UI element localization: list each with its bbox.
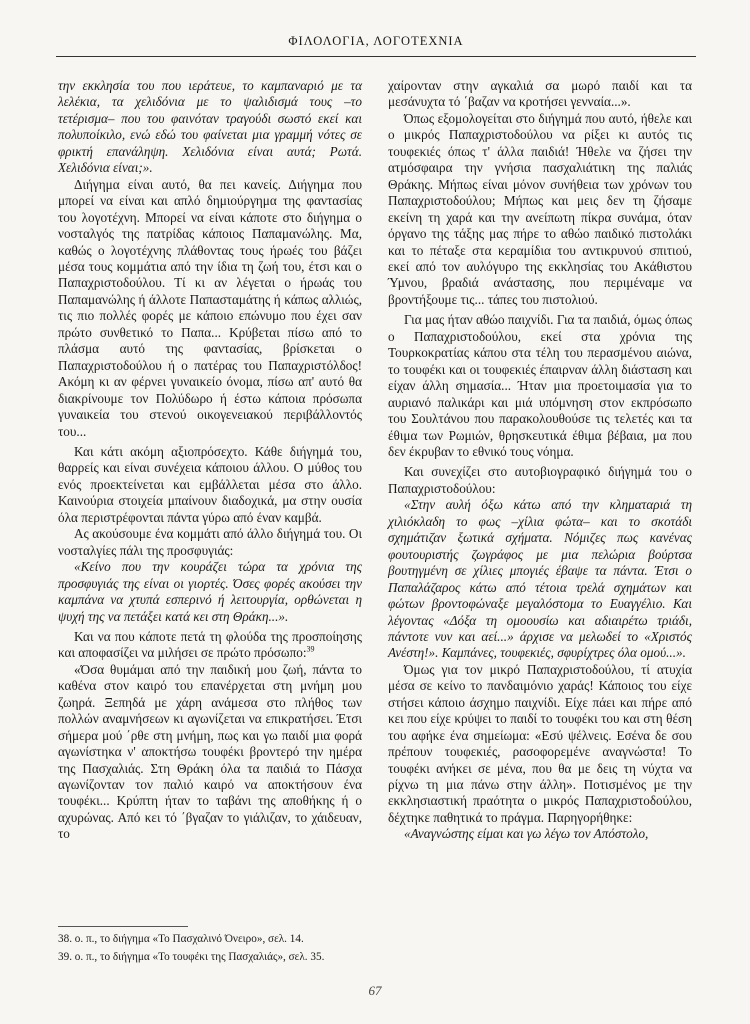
paragraph-text: την εκκλησία του που ιεράτευε, το καμπαναριό με τα λελέκια, τα χελιδόνια με το ψαλιδισμά τους –το τετέρισμα– που του φαινόταν τραγούδι σωστό εκεί και πολυποίκιλο, ενώ εδώ του φαίνεται μια γραμμή νότες σε φρικτή επανάληψη. Χελιδόνια είναι αυτά; Ρωτά. Χελιδόνια είναι;». xyxy=(58,78,362,176)
paragraph-text: Και να που κάποτε πετά τη φλούδα της προσποίησης και αποφασίζει να μιλήσει σε πρώτο πρόσωπο: xyxy=(58,628,362,661)
paragraph xyxy=(388,662,692,827)
paragraph xyxy=(58,444,362,526)
paragraph xyxy=(58,559,362,625)
running-header: ΦΙΛΟΛΟΓΙΑ, ΛΟΓΟΤΕΧΝΙΑ xyxy=(288,34,464,48)
paragraph xyxy=(388,826,692,842)
paragraph-text: Και συνεχίζει στο αυτοβιογραφικό διήγημά του ο Παπαχριστοδούλου: xyxy=(388,464,692,496)
footnote-39: 39. ο. π., το διήγημα «Το τουφέκι της Πασχαλιάς», σελ. 35. xyxy=(58,951,325,963)
paragraph xyxy=(58,526,362,559)
paragraph xyxy=(58,662,362,843)
paragraph-text: «Αναγνώστης είμαι και γω λέγω τον Απόστολο, xyxy=(404,826,649,842)
footnote-38: 38. ο. π., το διήγημα «Το Πασχαλινό Όνειρο», σελ. 14. xyxy=(58,933,304,945)
paragraph-text: Για μας ήταν αθώο παιχνίδι. Για τα παιδιά, όμως όπως ο Παπαχριστοδούλου, εκεί στα χρόνια της Τουρκοκρατίας κάπου στα τέλη του περασμένου αιώνα, το τουφέκι και οι τουφεκιές έπαιρναν άλλη διάσταση και είχαν άλλη σημασία... Ήταν μια προετοιμασία για το αυριανό παλικάρι και μιά υπόμνηση στον εκπρόσωπο του Σουλτάνου που παρακολουθούσε τις τελετές και τα έθιμα των Ρωμιών, θρησκευτικά έθιμα βέβαια, μα που δεν έκρυβαν το εθνικό τους νόημα. xyxy=(388,312,692,459)
paragraph xyxy=(58,629,362,662)
paragraph xyxy=(388,111,692,308)
header-rule xyxy=(56,56,696,57)
paragraph xyxy=(388,464,692,497)
paragraph xyxy=(388,312,692,460)
paragraph-text: «Στην αυλή όξω κάτω από την κληματαριά τη χιλιόκλαδη το φως –χίλια φώτα– και το σκοτάδι σχημάτιζαν ξωτικά σχήματα. Νόμιζες πως κανένας φουτουριστής ζωγράφος με μια πελώρια βούρτσα βουτηγμένη σε χίλιες μπογιές έβαψε τα πάντα. Έτσι ο Παπαλάζαρος κάτω από τέτοια τρελά σχημάτων και φώτων βροντοφώναξε μεγαλόστομα το Ευαγγέλιο. Και λέγοντας «Δόξα τη ομοουσίω και αδιαιρέτω τριάδι, πάντοτε νυν και αεί...» άρχισε να μελωδεί το «Χριστός Ανέστη!». Καμπάνες, τουφεκιές, σφυρίχτρες όλα ομού...». xyxy=(388,497,692,661)
paragraph-text: Διήγημα είναι αυτό, θα πει κανείς. Διήγημα που μπορεί να είναι και απλό δημιούργημα της φαντασίας του λογοτέχνη. Μπορεί να είναι κάποτε στο διήγημα ο νοσταλγός της πατρίδας κάποιος Παπαμανώλης. Μα, καθώς ο λογοτέχνης πλάθοντας τους ήρωές του βάζει μέσα τους κομμάτια από την ίδια τη ζωή του, έτσι και ο Παπαχριστοδούλου. Τί κι αν λέγεται ο ήρωάς του Παπαμανώλης ή άλλοτε Παπασταμάτης ή κάπως αλλιώς, τις πιο πολλές φορές με κάποιο επώνυμο που έχει σαν πρώτο συνθετικό το Παπα... Κρύβεται πίσω από το πλάσμα αυτό της φαντασίας, βρίσκεται ο Παπαχριστοδούλου ή ο πατέρας του Παπαχριστόλδος! Ακόμη κι αν φέρνει γυναικείο όνομα, πίσω απ' αυτό θα διακρίνουμε τον Πολύδωρο ή έστω κάποια πρόσωπα γυναικεία του στενού οικογενειακού περιβάλλοντός του... xyxy=(58,176,362,439)
paragraph-text: «Κείνο που την κουράζει τώρα τα χρόνια της προσφυγιάς της είναι οι γιορτές. Όσες φορές ακούσει την καμπάνα να χτυπά εσπερινό ή λειτουργία, ορθώνεται η ψυχή της να πετάξει κατά κει στη Θράκη...». xyxy=(58,559,362,624)
paragraph xyxy=(388,497,692,662)
paragraph-text: Και κάτι ακόμη αξιοπρόσεχτο. Κάθε διήγημά του, θαρρείς και είναι συνέχεια κάποιου άλλου. Ο μύθος του ενός προεκτείνεται και εμβάλλεται μέσα στο άλλο. Καινούρια στοιχεία μπαίνουν διαδοχικά, μα στην ουσία όλα περιστρέφονται πάντα γύρω από έναν καμβά. xyxy=(58,443,362,525)
paragraph-text: Όπως εξομολογείται στο διήγημά που αυτό, ήθελε και ο μικρός Παπαχριστοδούλου να ρίξει κι αυτός τις τουφεκιές όπως τ' άλλα παιδιά! Ήθελε να ζήσει την ατμόσφαιρα την γνήσια πασχαλιάτικη της παλιάς Θράκης. Μήπως είναι μόνον συνήθεια των χρόνων του Παπαχριστοδούλου; Μήπως και μεις δεν τη ζήσαμε εκείνη τη χαρά και την ανείπωτη πίκρα συνάμα, όταν όργανο της τάξης μας πήρε το αθώο παιδικό πιστολάκι και το πέταξε στα κεραμίδια του αντικρυνού σπιτιού, εκεί από τον αυλόγυρο της εκκλησίας του Ακάθιστου Ύμνου, βραδιά ανάστασης, που περιμέναμε να βροντήξουμε τις... τάπες του πιστολιού. xyxy=(388,110,692,307)
footnote-rule xyxy=(58,926,188,927)
paragraph xyxy=(388,78,692,111)
paragraph xyxy=(58,177,362,440)
footnotes xyxy=(58,930,698,966)
page-number: 67 xyxy=(368,983,382,998)
paragraph-text: χαίρονταν στην αγκαλιά σα μωρό παιδί και τα μεσάνυχτα τό ΄βαζαν να κροτήσει γενναία...». xyxy=(388,78,692,110)
footnote-ref: 39 xyxy=(306,645,315,655)
paragraph-text: Όμως για τον μικρό Παπαχριστοδούλου, τί ατυχία μέσα σε κείνο το πανδαιμόνιο χαράς! Κάποιος του είχε στήσει κάποιο άσχημο παιχνίδι. Είχε πάει και πήρε από κει που είχε κρύψει το παιδί το τουφέκι του και στη θέση του αφήκε ένα σημείωμα: «Εσύ ψέλνεις. Εσένα δε σου πρέπουν τουφεκιές, ρασοφορεμένε αναγνώστα! Το τουφέκι ανήκει σε μένα, που θα με δεις τη νύχτα να ρίχνω τη μια πάνω στην άλλη». Ποτισμένος με την εκκλησιαστική πραότητα ο μικρός Παπαχριστοδούλου, δέχτηκε παθητικά το πράγμα. Παρηγορήθηκε: xyxy=(388,661,692,825)
paragraph-text: Ας ακούσουμε ένα κομμάτι από άλλο διήγημά του. Οι νοσταλγίες πάλι της προσφυγιάς: xyxy=(58,526,362,558)
paragraph-text: «Όσα θυμάμαι από την παιδική μου ζωή, πάντα το καθένα στον καιρό του επανέρχεται στη μνήμη μου ζωηρά. Ξεπηδά με χάρη ανάμεσα στο πλήθος των πολλών αναμνήσεων κι αγωνίζεται να επικρατήσει. Έτσι σήμερα μού ΄ρθε στη μνήμη, πως και γω παιδί μια φορά αγωνίστηκα ν' αποκτήσω τουφέκι βροντερό την ημέρα της Πασχαλιάς. Στη Θράκη όλα τα παιδιά το Πάσχα αγωνίζονταν τον παλιό καιρό να αποκτήσουν ένα τουφέκι... Κρύπτη ήταν το ταβάνι της αποθήκης ή ο αχυρώνας. Από κει τό ΄βγαζαν το γιάλιζαν, το χάιδευαν, το xyxy=(58,661,362,842)
left-column xyxy=(58,78,362,843)
right-column xyxy=(388,78,692,843)
paragraph xyxy=(58,78,362,177)
